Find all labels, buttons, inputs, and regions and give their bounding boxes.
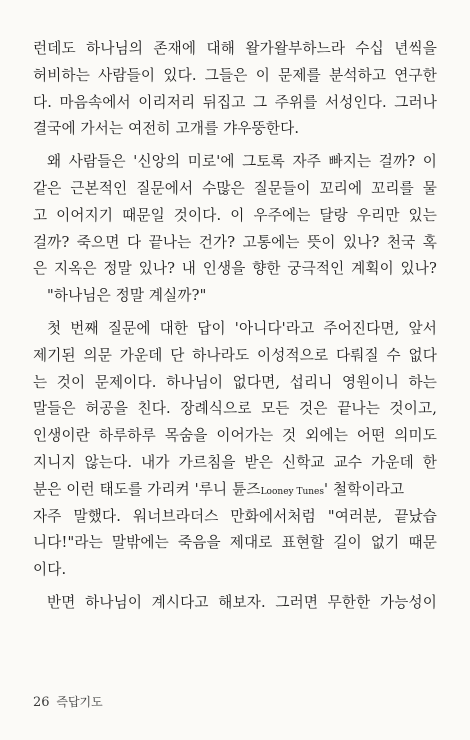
text-line: 고 이어지기 때문일 것이다. 이 우주에는 달랑 우리만 있는 xyxy=(33,206,437,224)
running-title: 즉답기도 xyxy=(56,695,103,709)
text-line: 허비하는 사람들이 있다. 그들은 이 문제를 분석하고 연구한 xyxy=(33,66,437,84)
text-fragment: 분은 이런 태도를 가리켜 '루니 튠즈 xyxy=(33,480,261,498)
text-line: 걸까? 죽으면 다 끝나는 건가? 고통에는 뜻이 있나? 천국 혹 xyxy=(33,233,437,251)
text-line: 런데도 하나님의 존재에 대해 왈가왈부하느라 수십 년씩을 xyxy=(33,40,437,57)
text-line: 다. 마음속에서 이리저리 뒤집고 그 주위를 서성인다. 그러나 xyxy=(33,93,437,111)
text-line: 인생이란 하루하루 목숨을 이어가는 것 외에는 어떤 의미도 xyxy=(33,427,437,445)
text-line: 말들은 허공을 친다. 장례식으로 모든 것은 끝나는 것이고, xyxy=(33,400,437,418)
text-line: "하나님은 정말 계실까?" xyxy=(47,287,207,305)
text-fragment: ' 철학이라고 xyxy=(324,480,405,498)
page-footer xyxy=(33,693,103,710)
text-line: 반면 하나님이 계시다고 해보자. 그러면 무한한 가능성이 xyxy=(47,593,437,611)
text-line: 는 것이 문제이다. 하나님이 없다면, 섭리니 영원이니 하는 xyxy=(33,373,437,391)
body-text xyxy=(33,36,437,617)
text-line: 이다. xyxy=(33,561,67,579)
page-number: 26 xyxy=(33,695,50,710)
text-line: 제기된 의문 가운데 단 하나라도 이성적으로 다뤄질 수 없다 xyxy=(33,346,437,364)
text-line: 은 지옥은 정말 있나? 내 인생을 향한 궁극적인 계획이 있나? xyxy=(33,260,437,278)
text-line: 지니지 않는다. 내가 가르침을 받은 신학교 교수 가운데 한 xyxy=(33,453,437,471)
text-line: 자주 말했다. 워너브라더스 만화에서처럼 "여러분, 끝났습 xyxy=(33,507,437,525)
text-line: 첫 번째 질문에 대한 답이 '아니다'라고 주어진다면, 앞서 xyxy=(47,319,437,337)
inline-english-term: Looney Tunes xyxy=(260,486,324,497)
text-line: 같은 근본적인 질문에서 수많은 질문들이 꼬리에 꼬리를 물 xyxy=(33,179,437,197)
text-line: 왜 사람들은 '신앙의 미로'에 그토록 자주 빠지는 걸까? 이 xyxy=(47,153,437,171)
text-line: 니다!"라는 말밖에는 죽음을 제대로 표현할 길이 없기 때문 xyxy=(33,534,437,552)
text-line: 결국에 가서는 여전히 고개를 갸우뚱한다. xyxy=(33,120,300,138)
text-line-with-term xyxy=(33,477,437,504)
